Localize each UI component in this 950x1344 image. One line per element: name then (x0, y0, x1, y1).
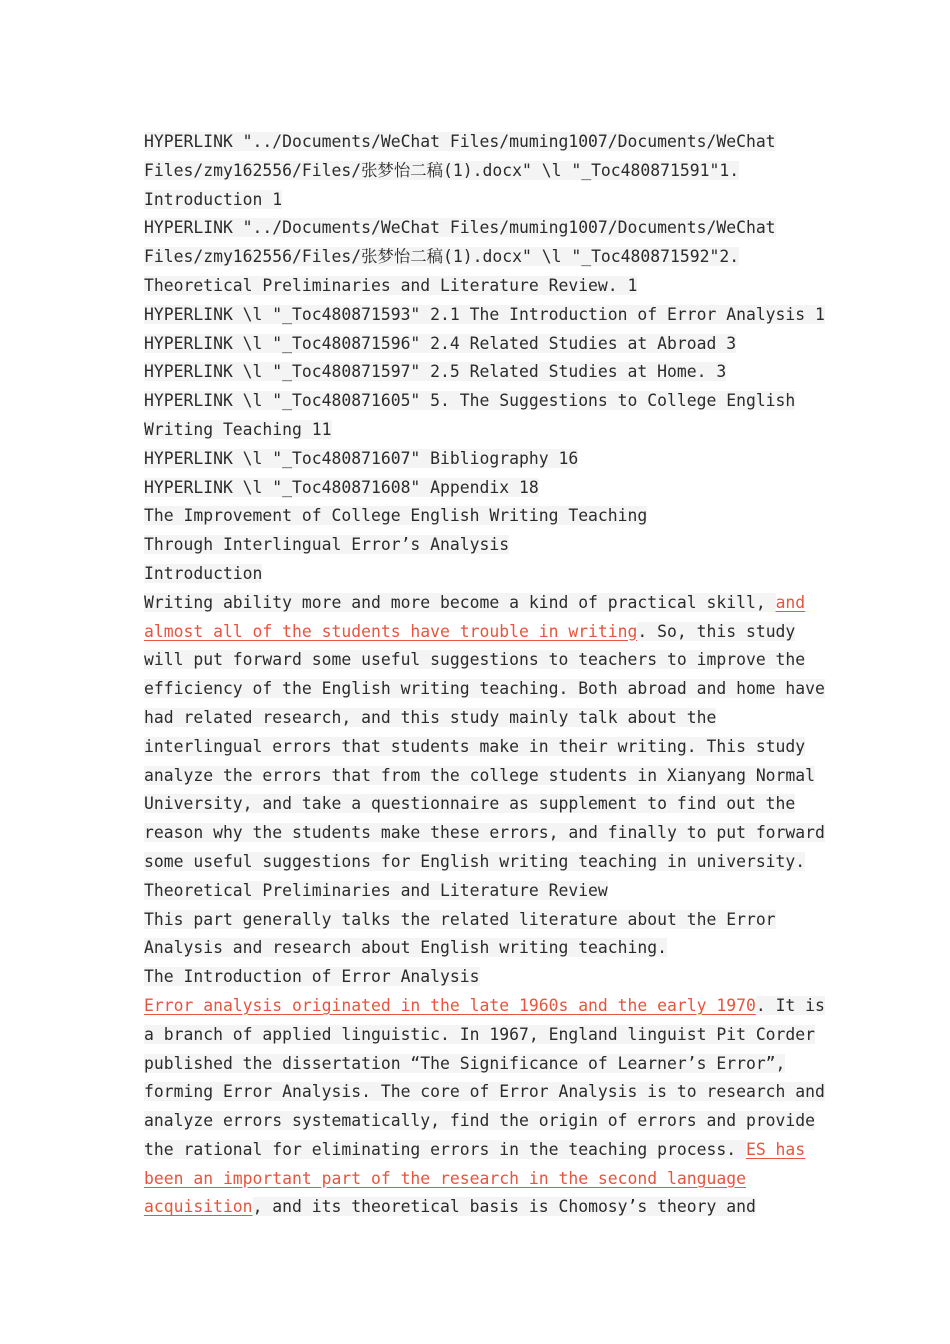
text-run: a branch of applied linguistic. In 1967, England linguist Pit Corder (144, 1024, 816, 1044)
paragraph-line (144, 1078, 825, 1107)
text-run: the rational for eliminating errors in the teaching process. (144, 1139, 746, 1159)
paragraph-line (144, 762, 816, 791)
paragraph-line (144, 589, 810, 618)
toc-line (144, 416, 810, 445)
text-run: HYPERLINK \l "_Toc480871605" 5. The Suggestions to College English (144, 391, 796, 411)
text-run: The Improvement of College English Writing Teaching (144, 506, 648, 526)
document-body (144, 128, 825, 1222)
text-run: some useful suggestions for English writing teaching in university. (144, 851, 806, 871)
document-title (144, 531, 810, 560)
text-run: forming Error Analysis. The core of Error Analysis is to research and (144, 1082, 825, 1102)
text-run: HYPERLINK "../Documents/WeChat Files/muming1007/Documents/WeChat (144, 218, 776, 238)
reference-link[interactable]: acquisition (144, 1197, 253, 1217)
text-run: Writing ability more and more become a kind of practical skill, (144, 592, 776, 612)
text-run: reason why the students make these errors, and finally to put forward (144, 823, 825, 843)
text-run: . It is (755, 995, 825, 1015)
text-run: interlingual errors that students make in their writing. This study (144, 736, 806, 756)
paragraph-line (144, 906, 810, 935)
text-run: Introduction 1 (144, 189, 283, 209)
paragraph-line (144, 992, 825, 1021)
paragraph-line (144, 934, 810, 963)
toc-line (144, 214, 810, 243)
text-run: Files/zmy162556/Files/张梦怡二稿(1).docx" \l "_Toc480871592"2. (144, 247, 740, 267)
paragraph-line (144, 704, 810, 733)
toc-line (144, 186, 810, 215)
toc-line (144, 387, 810, 416)
text-run: analyze the errors that from the college students in Xianyang Normal (144, 765, 816, 785)
document-title (144, 502, 810, 531)
paragraph-line (144, 848, 810, 877)
reference-link[interactable]: and (775, 592, 806, 612)
text-run: University, and take a questionnaire as supplement to find out the (144, 794, 796, 814)
text-run: HYPERLINK \l "_Toc480871607" Bibliography 16 (144, 448, 579, 468)
text-run: This part generally talks the related literature about the Error (144, 909, 776, 929)
text-run: efficiency of the English writing teaching. Both abroad and home have (144, 679, 825, 699)
paragraph-line (144, 733, 810, 762)
paragraph-line (144, 790, 810, 819)
reference-link[interactable]: been an important part of the research in the second language (144, 1168, 746, 1188)
toc-line (144, 445, 810, 474)
toc-line (144, 128, 810, 157)
toc-line (144, 330, 810, 359)
paragraph-line (144, 646, 810, 675)
toc-line (144, 272, 810, 301)
section-heading (144, 963, 810, 992)
section-heading (144, 877, 810, 906)
text-run: HYPERLINK \l "_Toc480871597" 2.5 Related Studies at Home. 3 (144, 362, 727, 382)
text-run: HYPERLINK \l "_Toc480871593" 2.1 The Introduction of Error Analysis 1 (144, 304, 825, 324)
reference-link[interactable]: ES has (745, 1139, 806, 1159)
toc-line (144, 474, 810, 503)
text-run: Analysis and research about English writing teaching. (144, 938, 668, 958)
text-run: , and its theoretical basis is Chomosy’s theory and (252, 1197, 756, 1217)
toc-line (144, 358, 810, 387)
text-run: HYPERLINK "../Documents/WeChat Files/muming1007/Documents/WeChat (144, 132, 776, 151)
toc-line (144, 243, 810, 272)
text-run: Writing Teaching 11 (144, 419, 332, 439)
text-run: HYPERLINK \l "_Toc480871596" 2.4 Related Studies at Abroad 3 (144, 333, 737, 353)
paragraph-line (144, 1193, 810, 1222)
text-run: . So, this study (637, 621, 796, 641)
paragraph-line (144, 1050, 810, 1079)
paragraph-line (144, 1107, 816, 1136)
text-run: Introduction (144, 563, 263, 583)
text-run: Theoretical Preliminaries and Literature Review. 1 (144, 275, 638, 295)
text-run: published the dissertation “The Significance of Learner’s Error”, (144, 1053, 786, 1073)
text-run: Files/zmy162556/Files/张梦怡二稿(1).docx" \l "_Toc480871591"1. (144, 160, 740, 180)
paragraph-line (144, 675, 825, 704)
text-run: HYPERLINK \l "_Toc480871608" Appendix 18 (144, 477, 539, 497)
paragraph-line (144, 618, 810, 647)
paragraph-line (144, 1165, 810, 1194)
text-run: will put forward some useful suggestions to teachers to improve the (144, 650, 806, 670)
paragraph-line (144, 1021, 816, 1050)
toc-line (144, 301, 825, 330)
paragraph-line (144, 819, 825, 848)
text-run: Theoretical Preliminaries and Literature Review (144, 880, 608, 900)
section-heading (144, 560, 810, 589)
reference-link[interactable]: Error analysis originated in the late 1960s and the early 1970 (144, 995, 756, 1015)
paragraph-line (144, 1136, 810, 1165)
text-run: The Introduction of Error Analysis (144, 967, 480, 987)
reference-link[interactable]: almost all of the students have trouble in writing (144, 621, 638, 641)
text-run: had related research, and this study mainly talk about the (144, 707, 717, 727)
text-run: analyze errors systematically, find the origin of errors and provide (144, 1111, 816, 1131)
toc-line (144, 157, 810, 186)
text-run: Through Interlingual Error’s Analysis (144, 535, 510, 555)
